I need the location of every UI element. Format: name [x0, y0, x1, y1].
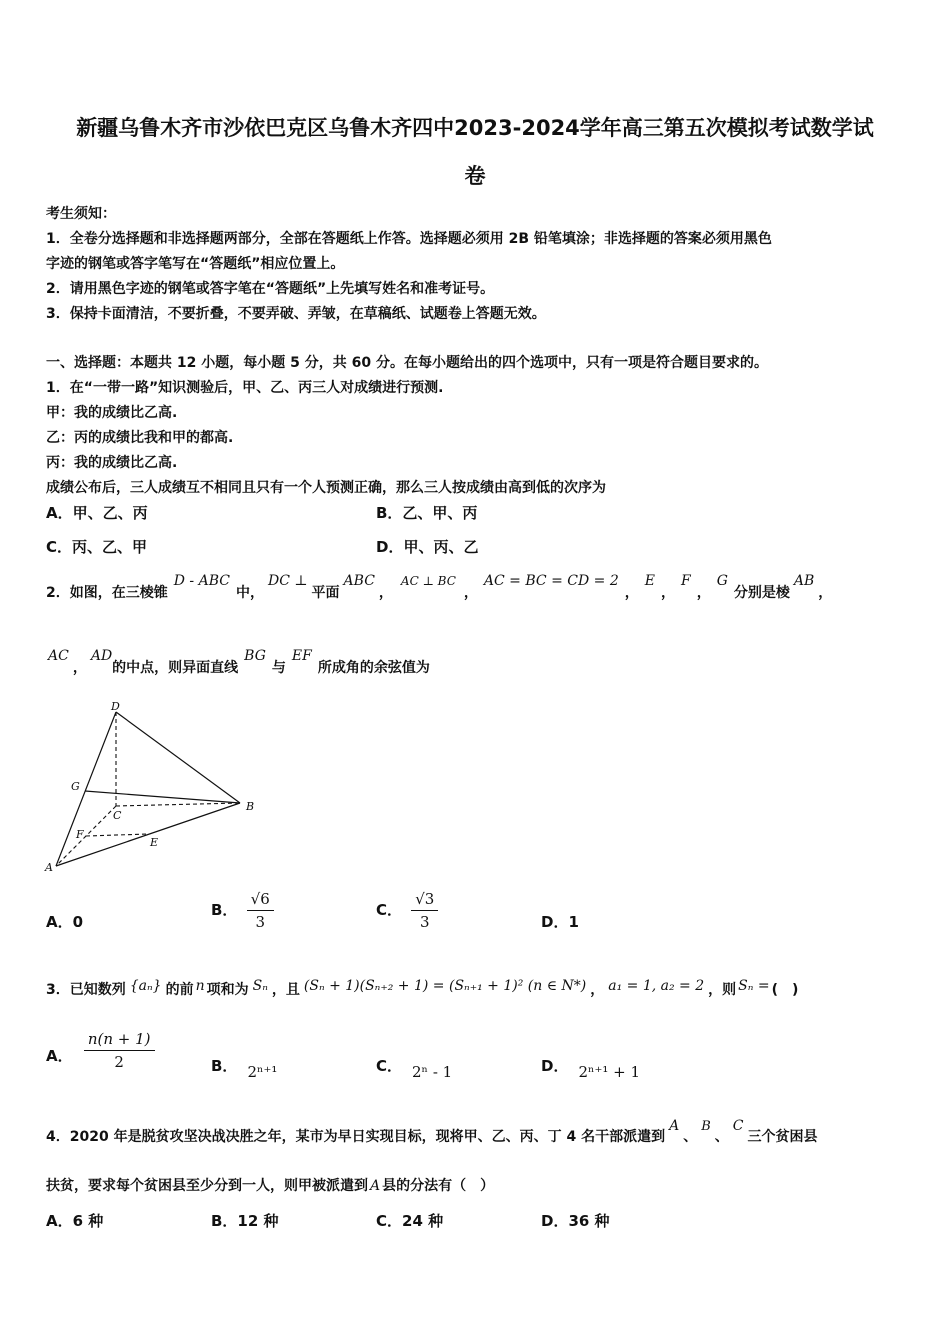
label-b: B [246, 800, 255, 813]
q3-option-c: C． 2ⁿ - 1 [376, 1057, 453, 1081]
label-c: C [113, 809, 122, 822]
q1-line-3: 丙：我的成绩比乙高. [46, 455, 178, 471]
notice-item-1: 1．全卷分选择题和非选择题两部分，全部在答题纸上作答。选择题必须用 2B 铅笔填涂；非选择题的答案必须用黑色 [46, 231, 772, 247]
page-title: 新疆乌鲁木齐市沙依巴克区乌鲁木齐四中2023-2024学年高三第五次模拟考试数学试 [76, 116, 874, 140]
q2-stem-line-1: 2．如图，在三棱锥D - ABC中，DC ⊥平面ABC，AC ⊥ BC，AC = BC = CD = 2，E，F，G分别是棱AB， [46, 573, 833, 601]
page-title-continued: 卷 [464, 164, 486, 188]
q4-option-b: B．12 种 [211, 1212, 279, 1230]
notice-heading: 考生须知： [46, 206, 116, 222]
q1-option-b: B．乙、甲、丙 [376, 504, 478, 522]
q1-option-d: D．甲、丙、乙 [376, 538, 479, 556]
q2-stem-line-2: AC，AD的中点，则异面直线BG与EF所成角的余弦值为 [48, 648, 430, 676]
q2-option-a: A．0 [46, 913, 84, 931]
notice-item-1-cont: 字迹的钢笔或答字笔写在“答题纸”相应位置上。 [46, 256, 345, 272]
q1-option-a: A．甲、乙、丙 [46, 504, 148, 522]
label-a: A [45, 861, 53, 874]
tetrahedron-figure [40, 695, 270, 880]
q3-option-b: B． 2ⁿ⁺¹ [211, 1057, 278, 1081]
q1-line-4: 成绩公布后，三人成绩互不相同且只有一个人预测正确，那么三人按成绩由高到低的次序为 [46, 480, 606, 496]
label-e: E [150, 836, 159, 849]
q3-option-a: A． $\frac{n(n + 1)}{2}$ [46, 1028, 155, 1073]
q4-option-d: D．36 种 [541, 1212, 610, 1230]
q2-option-c-fraction: $\frac{√3}{3}$ [411, 888, 438, 933]
q4-stem-line-1: 4．2020 年是脱贫攻坚决战决胜之年，某市为早日实现目标，现将甲、乙、丙、丁 4 名干部派遣到A、B、C三个贫困县 [46, 1118, 818, 1145]
q3-option-d: D． 2ⁿ⁺¹ + 1 [541, 1057, 641, 1081]
notice-item-3: 3．保持卡面清洁，不要折叠，不要弄破、弄皱，在草稿纸、试题卷上答题无效。 [46, 306, 546, 322]
q4-option-a: A．6 种 [46, 1212, 104, 1230]
label-d: D [111, 700, 120, 713]
edge-cb [116, 803, 240, 806]
segment-fe [86, 834, 148, 836]
q2-option-b-fraction: $\frac{√6}{3}$ [247, 888, 274, 933]
q2-option-b: B． $\frac{√6}{3}$ [211, 888, 274, 933]
q4-option-c: C．24 种 [376, 1212, 444, 1230]
q1-line-2: 乙：丙的成绩比我和甲的都高. [46, 430, 234, 446]
label-g: G [71, 780, 80, 793]
edge-db [116, 712, 240, 803]
section-heading: 一、选择题：本题共 12 小题，每小题 5 分，共 60 分。在每小题给出的四个选项中，只有一项是符合题目要求的。 [46, 355, 768, 371]
q4-stem-line-2: 扶贫，要求每个贫困县至少分到一人，则甲被派遣到 A 县的分法有（ ） [46, 1178, 495, 1194]
q1-option-c: C．丙、乙、甲 [46, 538, 148, 556]
q2-option-c: C． $\frac{√3}{3}$ [376, 888, 438, 933]
label-f: F [76, 828, 84, 841]
notice-item-2: 2．请用黑色字迹的钢笔或答字笔在“答题纸”上先填写姓名和准考证号。 [46, 281, 495, 297]
q1-stem: 1．在“一带一路”知识测验后，甲、乙、丙三人对成绩进行预测. [46, 380, 444, 396]
q3-stem: 3．已知数列 {aₙ} 的前 n 项和为 Sₙ ，且 (Sₙ + 1)(Sₙ₊₂ + 1) = (Sₙ₊₁ + 1)² (n ∈ N*) ， a₁ = 1, a₂ = 2 ，则 Sₙ = ( ) [46, 978, 799, 998]
q2-option-d: D．1 [541, 913, 579, 931]
q3-option-a-fraction: $\frac{n(n + 1)}{2}$ [84, 1028, 155, 1073]
segment-gb [85, 791, 240, 803]
edge-da [56, 712, 116, 866]
q1-line-1: 甲：我的成绩比乙高. [46, 405, 178, 421]
